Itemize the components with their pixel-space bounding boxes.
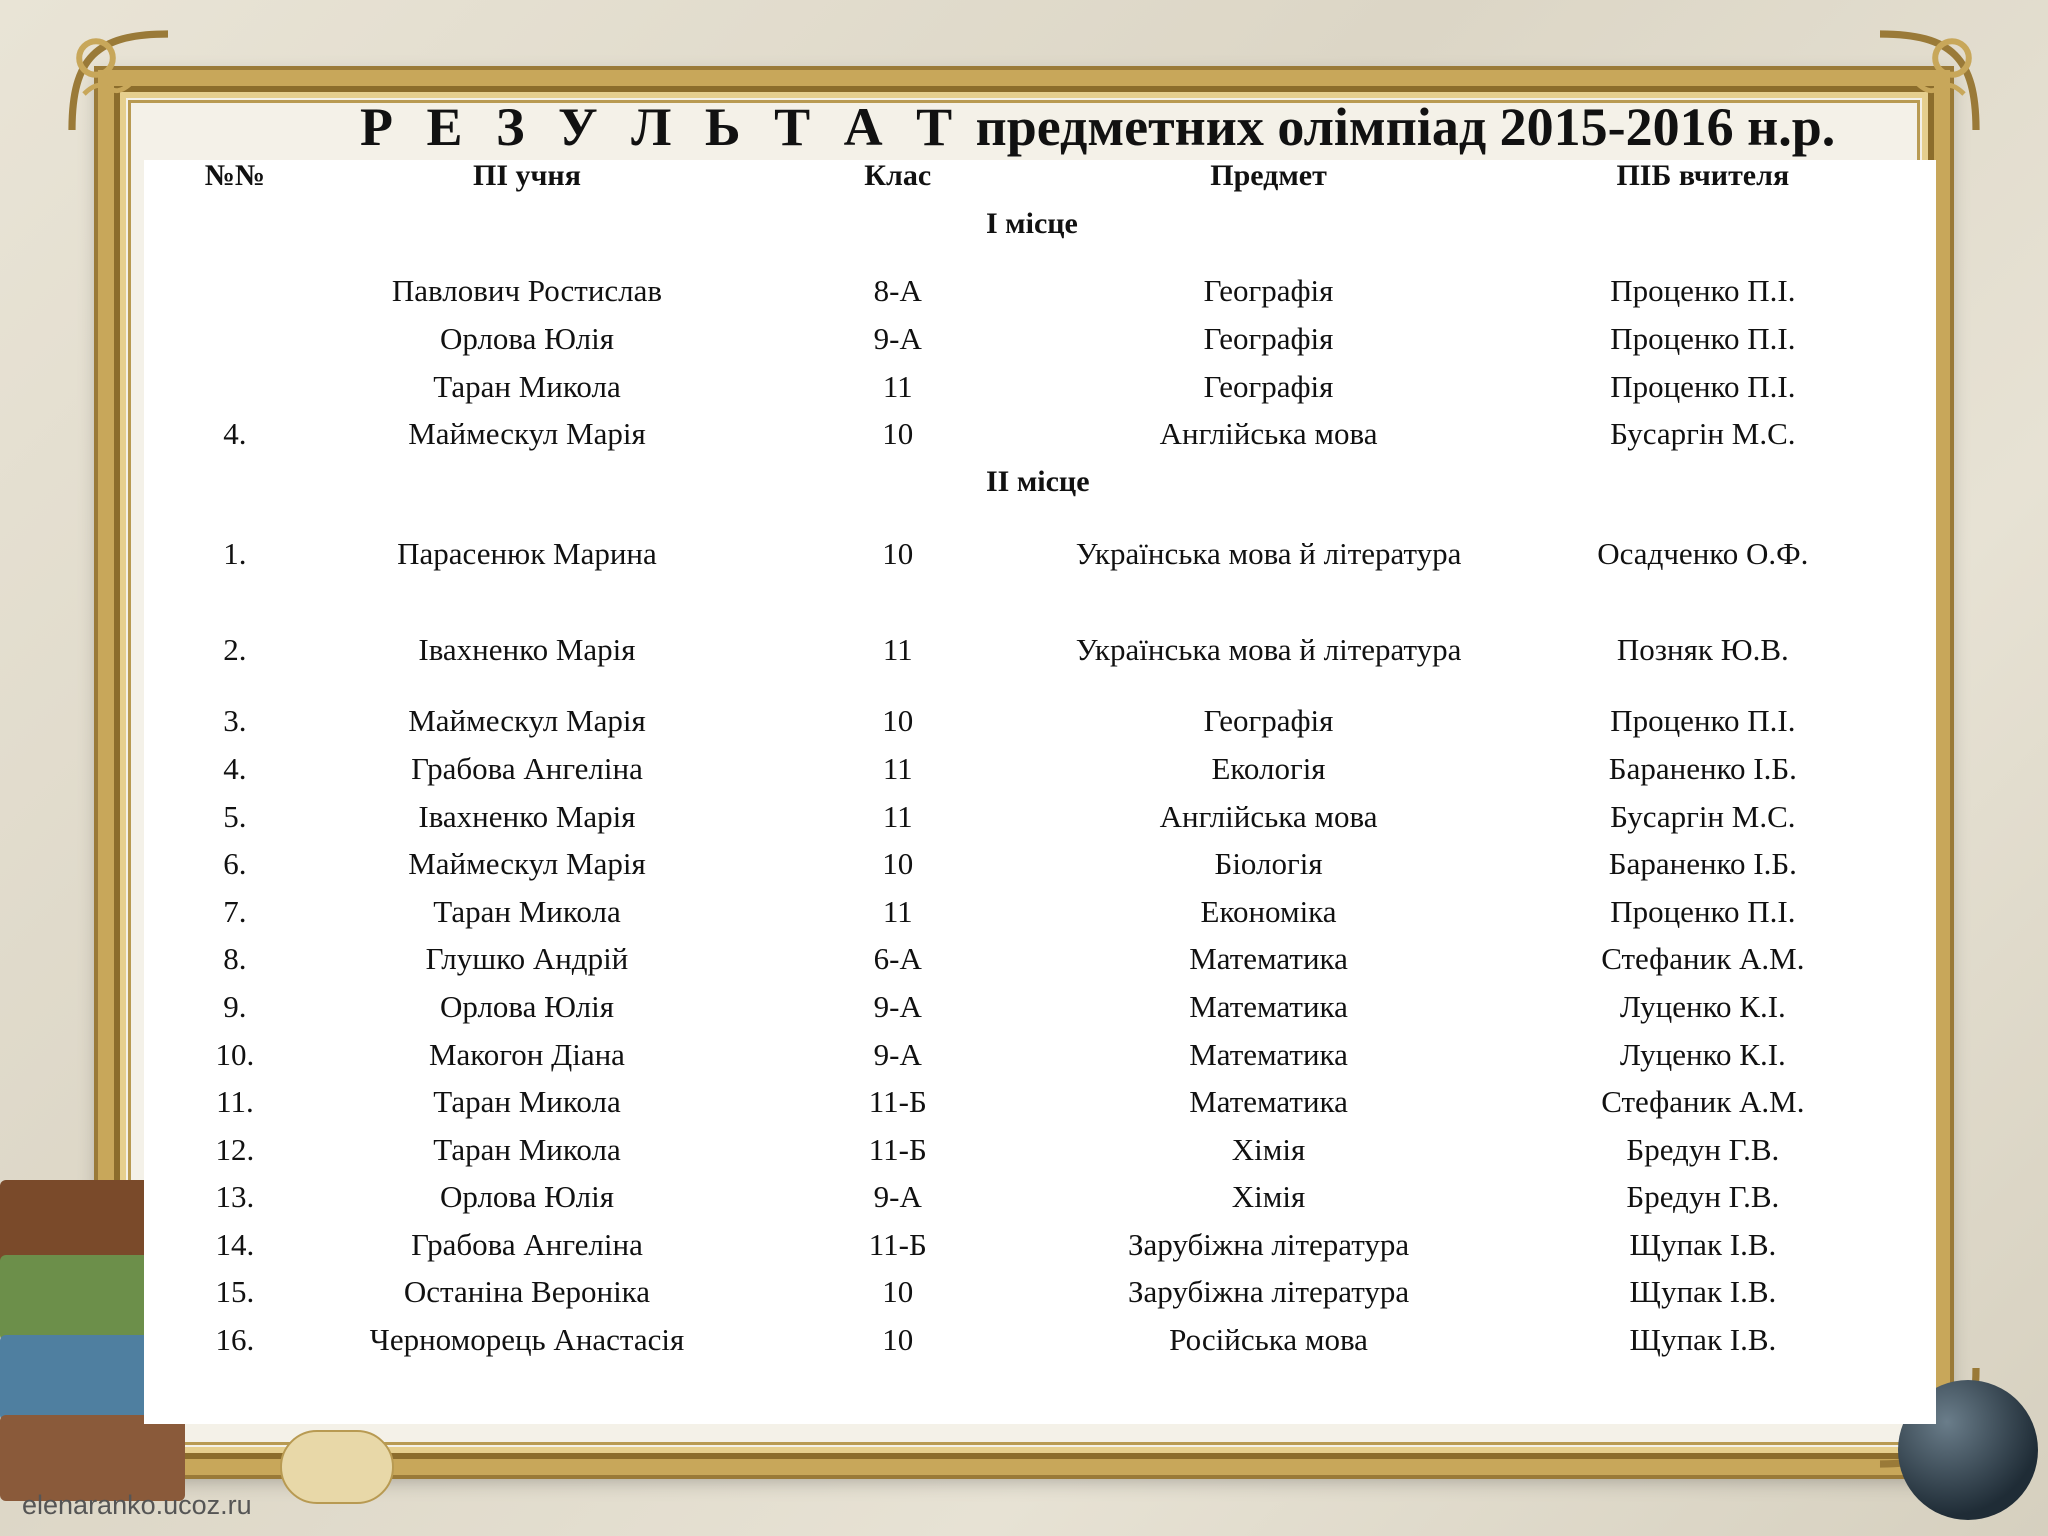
cell-teacher: Проценко П.І. — [1610, 320, 1796, 356]
cell-student: Таран Микола — [433, 893, 621, 929]
cell-number: 13. — [215, 1179, 255, 1215]
table-row — [160, 888, 1920, 936]
cell-class: 11-Б — [868, 1226, 927, 1262]
cell-class: 10 — [882, 1322, 914, 1358]
cell-number: 10. — [215, 1036, 255, 1072]
cell-class: 9-А — [873, 1179, 922, 1215]
cell-number — [160, 268, 310, 316]
cell-class: 11-Б — [868, 1084, 927, 1120]
cell-subject: Економіка — [1200, 893, 1337, 929]
cell-number: 3. — [223, 703, 247, 739]
cell-number: 12. — [215, 1131, 255, 1167]
results-table — [160, 152, 1920, 1364]
watermark: elenaranko.ucoz.ru — [22, 1490, 252, 1520]
section-header-row — [160, 458, 1920, 506]
table-row — [160, 698, 1920, 746]
frame-corner-ornament — [60, 22, 180, 142]
table-row — [160, 1269, 1920, 1317]
cell-subject: Зарубіжна література — [1127, 1274, 1410, 1310]
cell-subject: Екологія — [1211, 750, 1326, 786]
section-label: І місце — [986, 206, 1078, 240]
cell-subject: Географія — [1203, 368, 1334, 404]
cell-subject: Англійська мова — [1159, 416, 1378, 452]
cell-student: Івахненко Марія — [418, 798, 636, 834]
table-row — [160, 1316, 1920, 1364]
cell-number: 4. — [223, 416, 247, 452]
frame-corner-ornament — [1868, 22, 1988, 142]
cell-number: 14. — [215, 1226, 255, 1262]
table-row — [160, 315, 1920, 363]
cell-student: Останіна Вероніка — [403, 1274, 651, 1310]
header-student: ПІ учня — [472, 159, 581, 192]
cell-number: 7. — [223, 893, 247, 929]
cell-teacher: Позняк Ю.В. — [1616, 631, 1789, 667]
cell-student: Орлова Юлія — [439, 988, 614, 1024]
cell-teacher: Стефаник А.М. — [1601, 1084, 1805, 1120]
cell-student: Макогон Діана — [428, 1036, 625, 1072]
table-row — [160, 1174, 1920, 1222]
table-row — [160, 745, 1920, 793]
cell-number: 8. — [223, 941, 247, 977]
cell-student: Грабова Ангеліна — [411, 750, 643, 786]
cell-number: 1. — [223, 535, 247, 571]
cell-class: 10 — [882, 703, 914, 739]
table-row — [160, 1126, 1920, 1174]
title-rest: предметних олімпіад 2015-2016 н.р. — [962, 97, 1836, 157]
table-body — [160, 200, 1920, 1364]
cell-student: Таран Микола — [433, 1084, 621, 1120]
cell-subject: Англійська мова — [1159, 798, 1378, 834]
cell-class: 9-А — [873, 988, 922, 1024]
cell-subject: Географія — [1203, 320, 1334, 356]
cell-subject: Географія — [1203, 273, 1334, 309]
table-row — [160, 1031, 1920, 1079]
header-class: Клас — [864, 159, 932, 192]
cell-teacher: Щупак І.В. — [1629, 1322, 1777, 1358]
cell-subject: Хімія — [1231, 1179, 1306, 1215]
spacer-row — [160, 248, 1920, 268]
table-row — [160, 840, 1920, 888]
cell-number: 4. — [223, 750, 247, 786]
cell-teacher: Щупак І.В. — [1629, 1226, 1777, 1262]
cell-class: 6-А — [873, 941, 922, 977]
table-row — [160, 1078, 1920, 1126]
cell-student: Орлова Юлія — [439, 320, 614, 356]
cell-class: 10 — [882, 1274, 914, 1310]
cell-number: 2. — [223, 631, 247, 667]
cell-subject: Українська мова й література — [1075, 535, 1462, 571]
cell-class: 11 — [882, 631, 913, 667]
cell-class: 9-А — [873, 1036, 922, 1072]
book-image — [0, 1180, 150, 1266]
cell-student: Глушко Андрій — [425, 941, 629, 977]
title-spaced: Р Е З У Л Ь Т А Т — [360, 97, 963, 157]
cell-teacher: Щупак І.В. — [1629, 1274, 1777, 1310]
cell-teacher: Проценко П.І. — [1610, 703, 1796, 739]
cell-student: Маймескул Марія — [408, 416, 646, 452]
cell-class: 11-Б — [868, 1131, 927, 1167]
cell-teacher: Луценко К.І. — [1619, 1036, 1786, 1072]
cell-class: 11 — [882, 368, 913, 404]
cell-subject: Математика — [1189, 1084, 1348, 1120]
table-row — [160, 410, 1920, 458]
book-image — [0, 1415, 185, 1501]
cell-student: Маймескул Марія — [408, 846, 646, 882]
header-subject: Предмет — [1210, 159, 1327, 192]
cell-subject: Географія — [1203, 703, 1334, 739]
cell-subject: Хімія — [1231, 1131, 1306, 1167]
cell-subject: Біологія — [1214, 846, 1323, 882]
table-row — [160, 363, 1920, 411]
table-row — [160, 268, 1920, 316]
page-title — [360, 96, 1836, 158]
cell-number — [160, 363, 310, 411]
cell-subject: Математика — [1189, 941, 1348, 977]
cell-student: Павлович Ростислав — [391, 273, 663, 309]
cell-teacher: Стефаник А.М. — [1601, 941, 1805, 977]
cell-student: Грабова Ангеліна — [411, 1226, 643, 1262]
cell-number: 15. — [215, 1274, 255, 1310]
cell-class: 11 — [882, 798, 913, 834]
cell-subject: Математика — [1189, 988, 1348, 1024]
table-row — [160, 936, 1920, 984]
table-row — [160, 983, 1920, 1031]
cell-teacher: Проценко П.І. — [1610, 273, 1796, 309]
cell-teacher: Бараненко І.Б. — [1608, 750, 1797, 786]
cell-teacher: Луценко К.І. — [1619, 988, 1786, 1024]
section-header-row — [160, 200, 1920, 248]
cell-teacher: Бредун Г.В. — [1626, 1131, 1780, 1167]
cell-teacher: Бредун Г.В. — [1626, 1179, 1780, 1215]
table-row — [160, 1221, 1920, 1269]
cell-class: 8-А — [873, 273, 922, 309]
scroll-decoration — [280, 1430, 394, 1504]
header-number: №№ — [204, 159, 266, 192]
cell-subject: Зарубіжна література — [1127, 1226, 1410, 1262]
cell-number: 9. — [223, 988, 247, 1024]
cell-number: 11. — [216, 1084, 254, 1120]
cell-teacher: Бусаргін М.С. — [1610, 798, 1796, 834]
table-row — [160, 602, 1920, 698]
cell-class: 10 — [882, 846, 914, 882]
cell-student: Таран Микола — [433, 368, 621, 404]
cell-number: 5. — [223, 798, 247, 834]
cell-class: 10 — [882, 416, 914, 452]
cell-class: 11 — [882, 750, 913, 786]
cell-teacher: Проценко П.І. — [1610, 368, 1796, 404]
section-label: ІІ місце — [986, 464, 1090, 498]
cell-teacher: Бараненко І.Б. — [1608, 846, 1797, 882]
cell-number — [160, 315, 310, 363]
cell-student: Маймескул Марія — [408, 703, 646, 739]
cell-student: Черноморець Анастасія — [369, 1322, 685, 1358]
cell-student: Орлова Юлія — [439, 1179, 614, 1215]
header-teacher: ПІБ вчителя — [1616, 159, 1790, 192]
cell-class: 9-А — [873, 320, 922, 356]
table-header-row — [160, 152, 1920, 200]
cell-class: 11 — [882, 893, 913, 929]
cell-student: Івахненко Марія — [418, 631, 636, 667]
cell-number: 16. — [215, 1322, 255, 1358]
cell-teacher: Бусаргін М.С. — [1610, 416, 1796, 452]
cell-teacher: Осадченко О.Ф. — [1597, 535, 1809, 571]
cell-student: Парасенюк Марина — [397, 535, 657, 571]
cell-subject: Російська мова — [1169, 1322, 1368, 1358]
table-row — [160, 506, 1920, 602]
table-row — [160, 793, 1920, 841]
cell-class: 10 — [882, 535, 914, 571]
cell-student: Таран Микола — [433, 1131, 621, 1167]
cell-subject: Українська мова й література — [1075, 631, 1462, 667]
cell-subject: Математика — [1189, 1036, 1348, 1072]
cell-teacher: Проценко П.І. — [1610, 893, 1796, 929]
cell-number: 6. — [223, 846, 247, 882]
